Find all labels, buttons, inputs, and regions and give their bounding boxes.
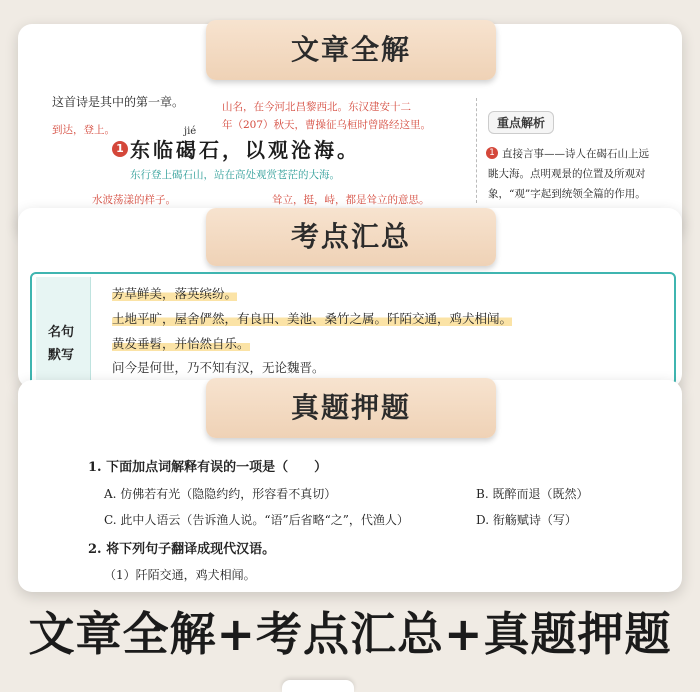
tab-key-points: 考点汇总 <box>206 208 496 266</box>
question-2-item-1: （1）阡陌交通，鸡犬相闻。 <box>104 568 256 582</box>
tab-exam-questions: 真题押题 <box>206 378 496 438</box>
tab-full-explanation: 文章全解 <box>206 20 496 80</box>
recitation-line-3-text: 黄发垂髫，并怡然自乐。 <box>112 336 250 351</box>
intro-text: 这首诗是其中的第一章。 <box>52 95 185 109</box>
analysis-text-3: 象，“观”字起到统领全篇的作用。 <box>488 188 646 200</box>
poem-marker: 1 <box>112 141 128 157</box>
question-1: 1. 下面加点词解释有误的一项是（ ） <box>88 460 328 475</box>
poem-line: 东临碣石，以观沧海。 <box>130 138 360 162</box>
side-label-2: 默写 <box>48 348 75 363</box>
recitation-line-4: 问今是何世，乃不知有汉，无论魏晋。 <box>112 360 325 375</box>
question-2: 2. 将下列句子翻译成现代汉语。 <box>88 542 276 557</box>
annotation-place-2: 年（207）秋天，曹操征乌桓时曾路经这里。 <box>222 119 432 131</box>
bottom-tab-peek <box>282 680 354 692</box>
recitation-line-1-text: 芳草鲜美，落英缤纷。 <box>112 286 238 301</box>
side-label-1: 名句 <box>48 325 75 340</box>
analysis-marker: 1 <box>486 147 498 159</box>
recitation-line-2-text: 土地平旷，屋舍俨然，有良田、美池、桑竹之属。阡陌交通，鸡犬相闻。 <box>112 311 513 326</box>
annotation-arrive: 到达，登上。 <box>52 124 115 136</box>
analysis-divider <box>476 98 477 203</box>
pinyin: jié <box>184 126 197 137</box>
bottom-banner: 文章全解+考点汇总+真题押题 <box>28 607 672 661</box>
annotation-place: 山名，在今河北昌黎西北。东汉建安十二 <box>222 101 411 113</box>
annotation-water: 水波荡漾的样子。 <box>92 194 176 206</box>
translation-line: 东行登上碣石山，站在高处观赏苍茫的大海。 <box>130 169 340 181</box>
analysis-text-1: 直接言事——诗人在碣石山上远 <box>502 148 649 160</box>
question-1-option-b: B. 既醉而退（既然） <box>476 487 589 501</box>
question-1-option-c: C. 此中人语云（告诉渔人说。“语”后省略“之”，代渔人） <box>104 513 409 527</box>
question-1-option-a: A. 仿佛若有光（隐隐约约，形容看不真切） <box>104 487 337 501</box>
question-1-option-d: D. 衔觞赋诗（写） <box>476 513 577 527</box>
annotation-tall: 耸立，挺，峙，都是耸立的意思。 <box>272 194 430 206</box>
recitation-line-1 <box>112 284 237 302</box>
analysis-text-2: 眺大海。点明观景的位置及所观对 <box>488 168 646 180</box>
analysis-badge: 重点解析 <box>488 111 554 134</box>
recitation-line-3 <box>112 334 250 352</box>
recitation-line-2 <box>112 309 512 327</box>
